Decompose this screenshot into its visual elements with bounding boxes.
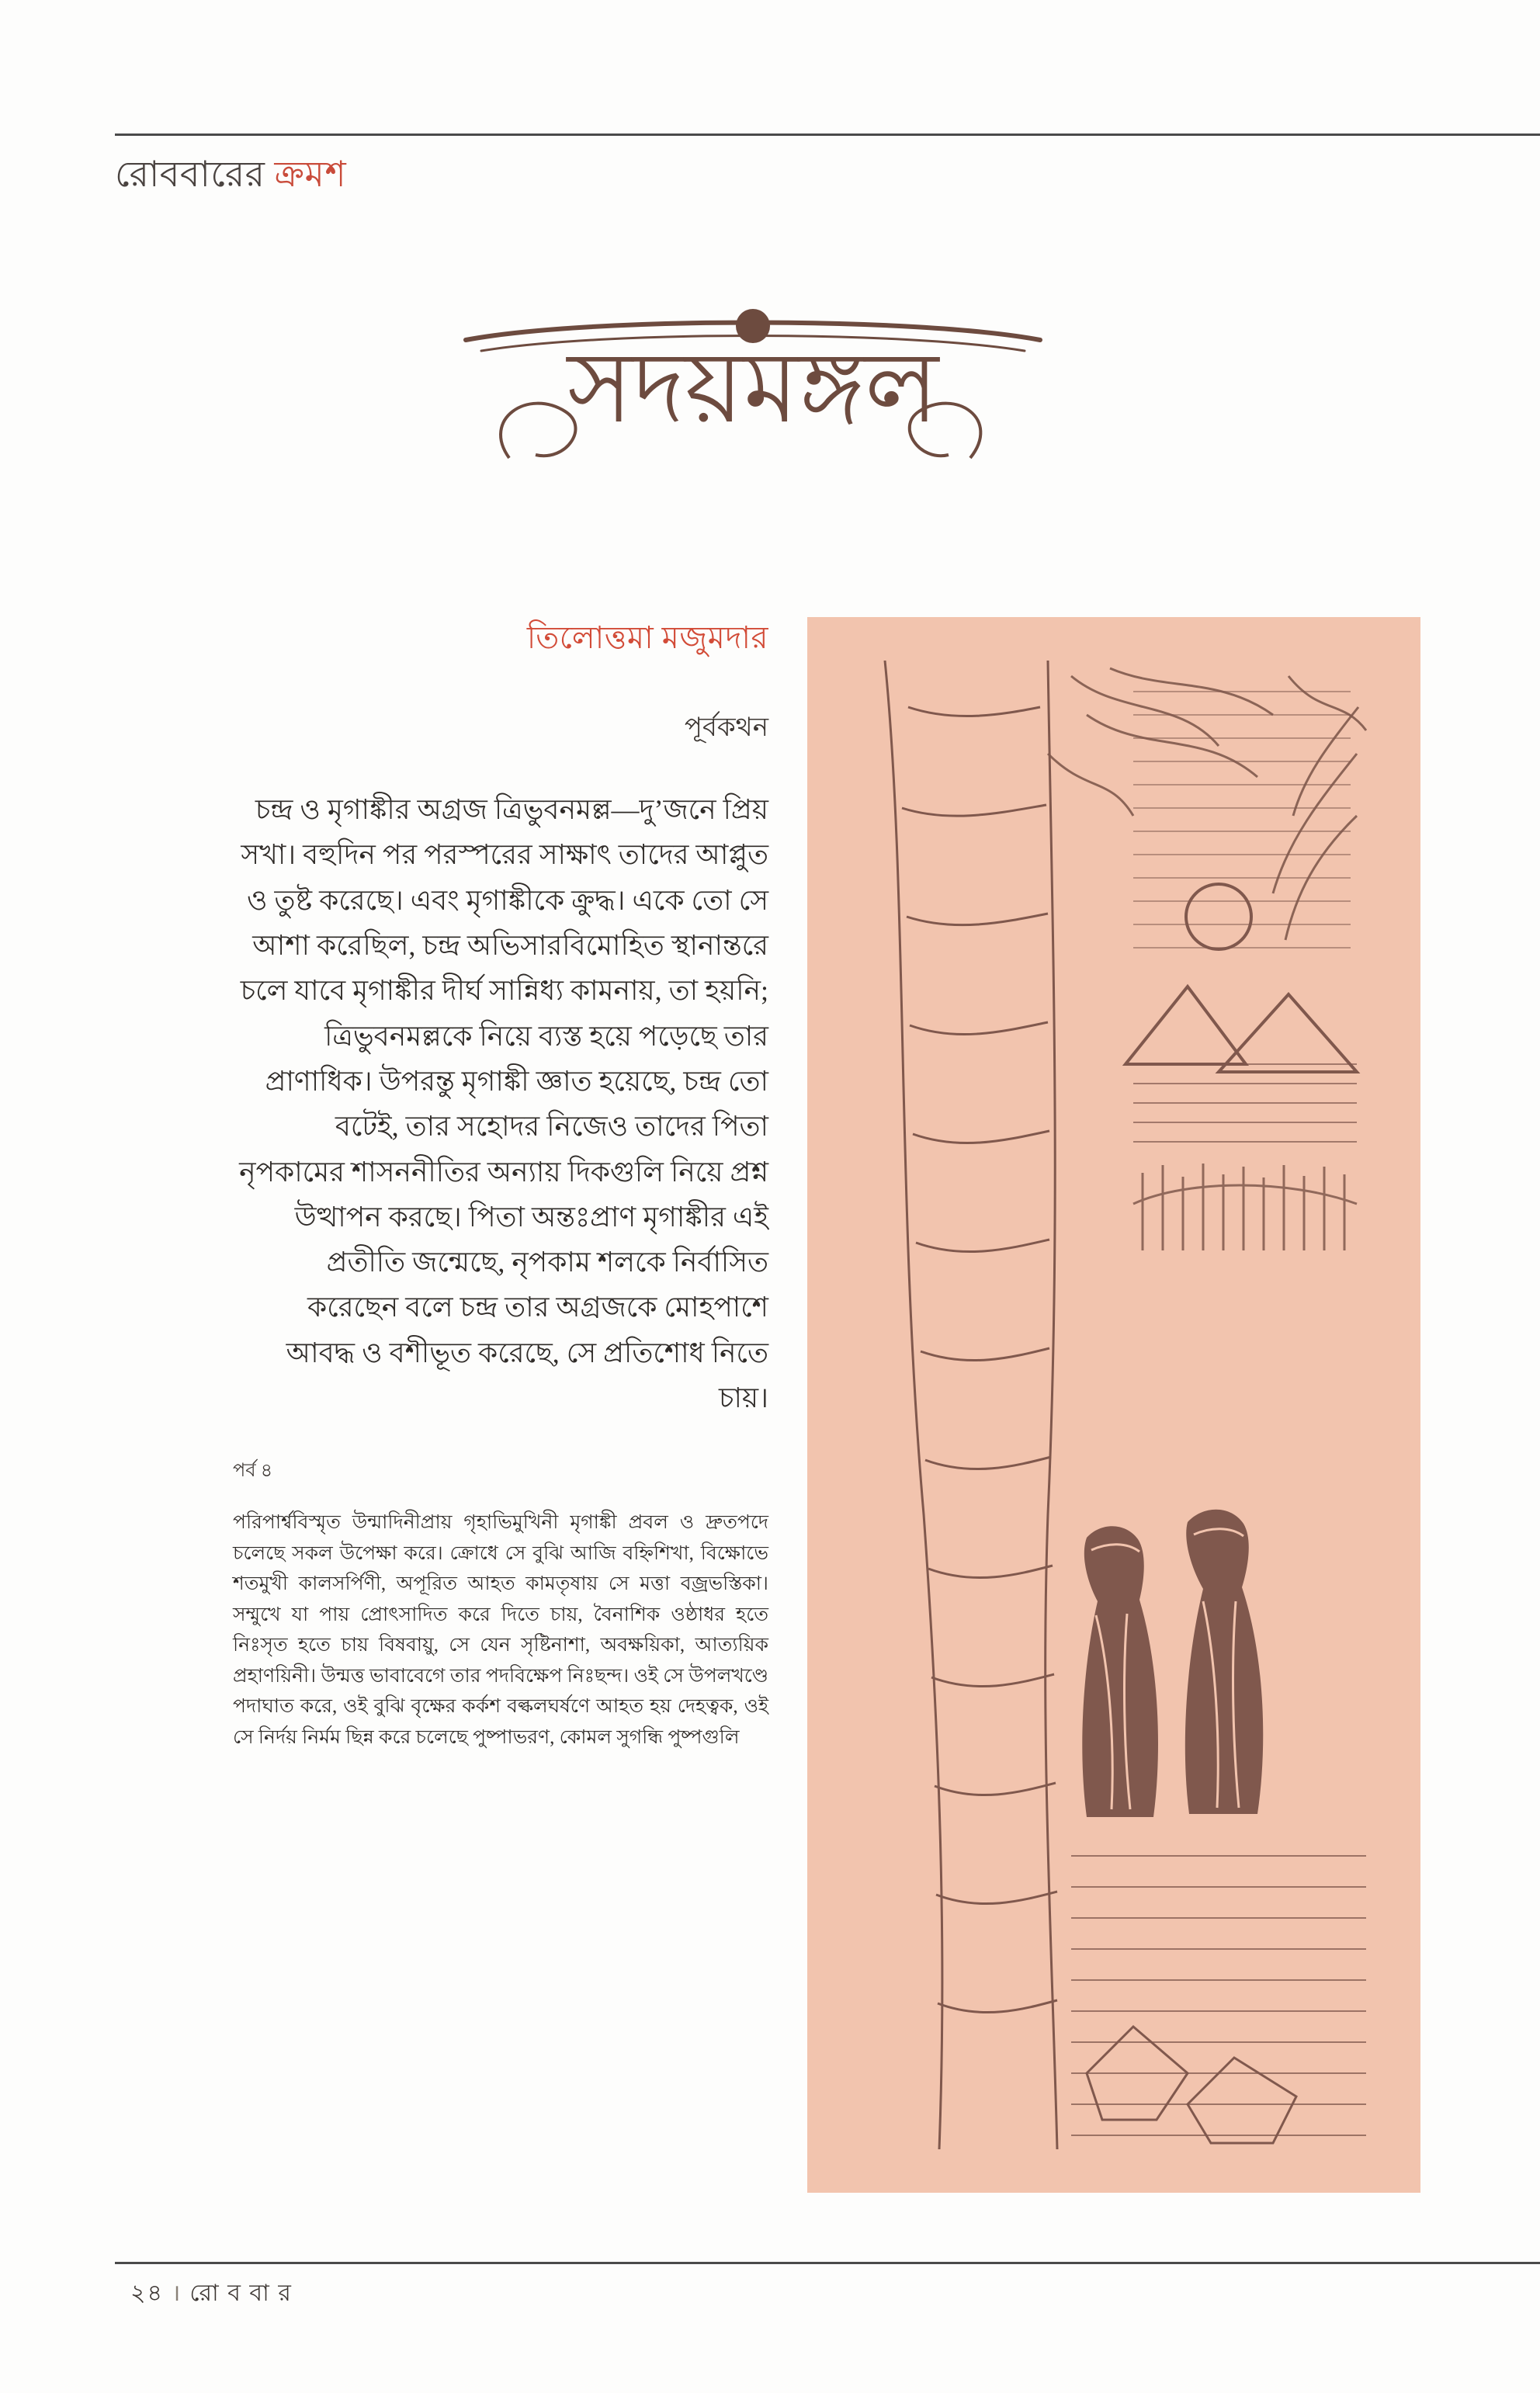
folio-publication: রো ব বা র	[189, 2280, 293, 2306]
article-body: পরিপার্শ্ববিস্মৃত উন্মাদিনীপ্রায় গৃহাভিমুখিনী মৃগাঙ্কী প্রবল ও দ্রুতপদে চলেছে সকল উপেক্ষা করে। ক্রোধে সে বুঝি আজি বহ্নিশিখা, বিক্ষোভে শতমুখী কালসর্পিণী, অপূরিত আহত কামতৃষায় সে মত্তা বজ্রভস্তিকা। সম্মুখে যা পায় প্রোৎসাদিত করে দিতে চায়, বৈনাশিক ওষ্ঠাধর হতে নিঃসৃত হতে চায় বিষবায়ু, সে যেন সৃষ্টিনাশা, অবক্ষয়িকা, আত্যয়িক প্রহাণয়িনী। উন্মত্ত ভাবাবেগে তার পদবিক্ষেপ নিঃছন্দ। ওই সে উপলখণ্ডে পদাঘাত করে, ওই বুঝি বৃক্ষের কর্কশ বল্কলঘর্ষণে আহত হয় দেহত্বক, ওই সে নির্দয় নির্মম ছিন্ন করে চলেছে পুষ্পাভরণ, কোমল সুগন্ধি পুষ্পগুলি	[233, 1512, 768, 1748]
article-kicker: পূর্বকথন	[684, 713, 768, 742]
folio-page-number: ২৪	[130, 2280, 164, 2306]
masthead-prefix: রোববারের	[115, 154, 275, 194]
logo-title: সদয়মঙ্গল	[567, 333, 939, 443]
illustration-frame	[807, 617, 1420, 2193]
article-column	[233, 613, 768, 1753]
folio-separator: ।	[171, 2280, 182, 2306]
woodcut-forest-two-figures-icon	[854, 661, 1374, 2149]
page-folio	[130, 2274, 293, 2314]
masthead-accent: ক্রমশ	[274, 154, 347, 194]
article-logo	[435, 303, 1071, 481]
article-author: তিলোত্তমা মজুমদার	[526, 620, 768, 655]
footer-divider	[115, 2262, 1540, 2264]
header-divider	[115, 134, 1540, 136]
article-lede: চন্দ্র ও মৃগাঙ্কীর অগ্রজ ত্রিভুবনমল্ল—দু’জনে প্রিয় সখা। বহুদিন পর পরস্পরের সাক্ষাৎ তাদের আপ্লুত ও তুষ্ট করেছে। এবং মৃগাঙ্কীকে ক্রুদ্ধ। একে তো সে আশা করেছিল, চন্দ্র অভিসারবিমোহিত স্থানান্তরে চলে যাবে মৃগাঙ্কীর দীর্ঘ সান্নিধ্য কামনায়, তা হয়নি; ত্রিভুবনমল্লকে নিয়ে ব্যস্ত হয়ে পড়েছে তার প্রাণাধিক। উপরন্তু মৃগাঙ্কী জ্ঞাত হয়েছে, চন্দ্র তো বটেই, তার সহোদর নিজেও তাদের পিতা নৃপকামের শাসননীতির অন্যায় দিকগুলি নিয়ে প্রশ্ন উত্থাপন করছে। পিতা অন্তঃপ্রাণ মৃগাঙ্কীর এই প্রতীতি জন্মেছে, নৃপকাম শলকে নির্বাসিত করেছেন বলে চন্দ্র তার অগ্রজকে মোহপাশে আবদ্ধ ও বশীভূত করেছে, সে প্রতিশোধ নিতে চায়।	[239, 794, 768, 1414]
masthead	[115, 147, 346, 206]
article-part-label: পর্ব ৪	[233, 1461, 273, 1482]
illustration-image	[854, 661, 1374, 2149]
